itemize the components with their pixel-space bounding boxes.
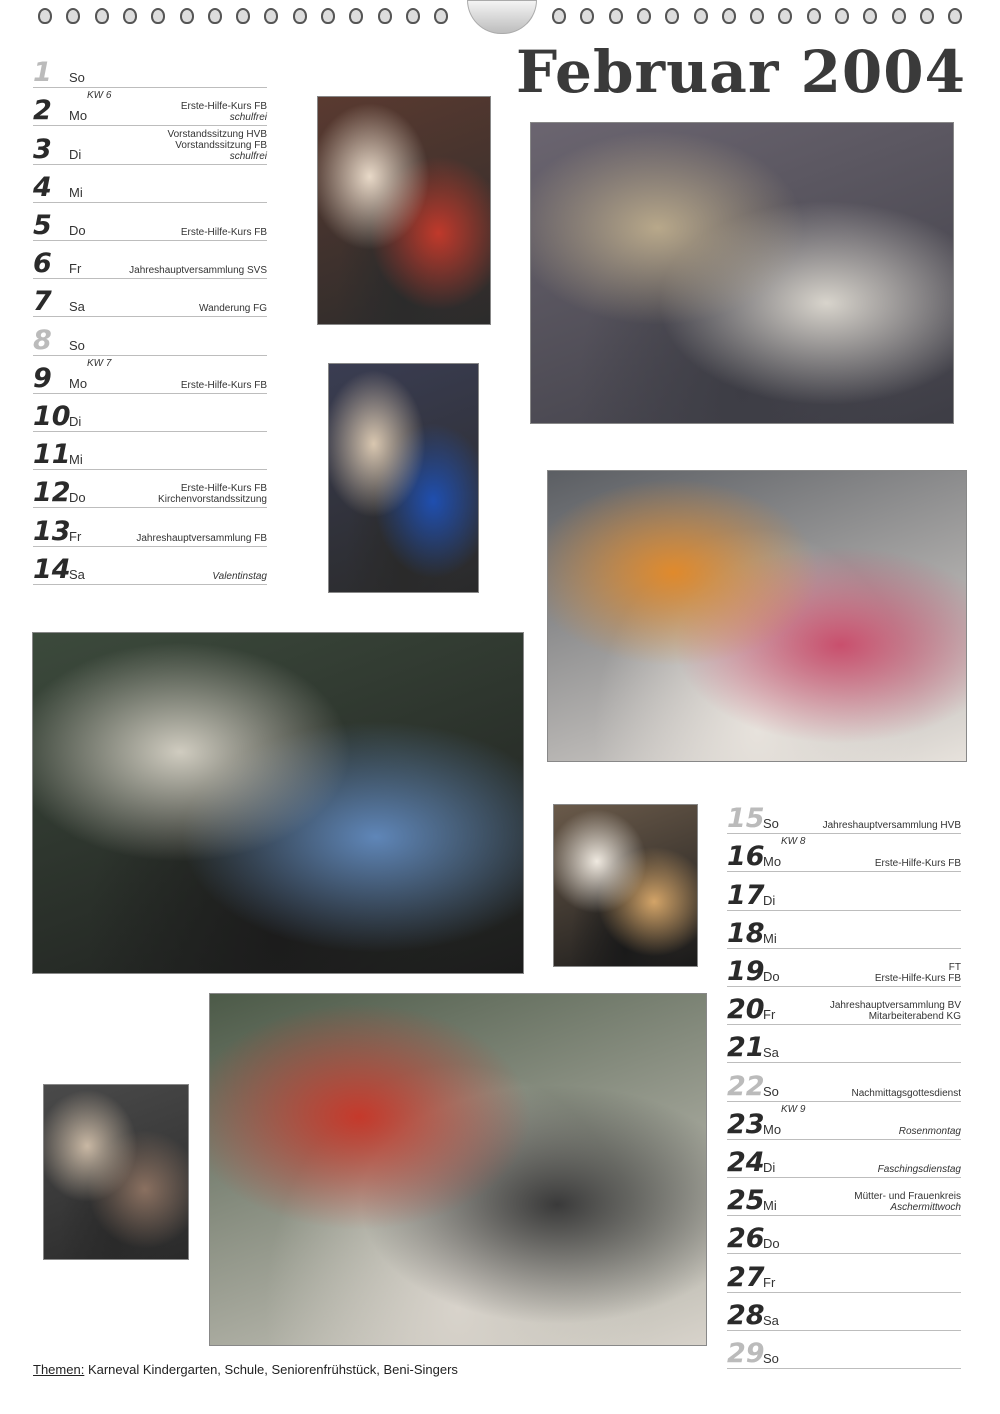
event-text: Erste-Hilfe-Kurs FB (874, 972, 961, 984)
day-row (33, 88, 267, 126)
day-number: 8 (33, 324, 52, 356)
day-number: 12 (33, 477, 71, 509)
weekday-label: Di (763, 892, 776, 908)
day-row (727, 872, 961, 910)
event-text: Erste-Hilfe-Kurs FB (180, 101, 267, 113)
days-column-right (727, 796, 961, 1374)
weekday-label: So (69, 70, 85, 86)
day-number: 7 (33, 286, 52, 318)
day-row (727, 1063, 961, 1101)
day-row (33, 394, 267, 432)
day-row (727, 1178, 961, 1216)
photo-seniors-breakfast-table (530, 122, 954, 424)
day-row (33, 356, 267, 394)
day-number: 14 (33, 553, 71, 585)
calendar-week-label: KW 9 (781, 1103, 806, 1115)
page-title: Februar 2004 (516, 38, 966, 106)
day-events (875, 858, 961, 869)
binding-ring (406, 8, 420, 24)
weekday-label: Fr (763, 1274, 776, 1290)
day-number: 9 (33, 362, 52, 394)
day-number: 26 (727, 1223, 765, 1255)
day-row (727, 1293, 961, 1331)
day-number: 11 (33, 439, 71, 471)
event-text: Valentinstag (212, 570, 267, 582)
binding-ring (151, 8, 165, 24)
binding-ring (66, 8, 80, 24)
day-number: 28 (727, 1299, 765, 1331)
weekday-label: Di (69, 413, 82, 429)
weekday-label: Fr (763, 1007, 776, 1023)
day-number: 17 (727, 879, 765, 911)
event-text: Erste-Hilfe-Kurs FB (874, 858, 961, 870)
weekday-label: Sa (69, 299, 85, 315)
day-number: 22 (727, 1070, 765, 1102)
day-number: 18 (727, 917, 765, 949)
day-row (727, 987, 961, 1025)
day-number: 29 (727, 1337, 765, 1369)
photo-school-karneval-group (209, 993, 707, 1346)
day-number: 1 (33, 57, 52, 89)
event-text: Erste-Hilfe-Kurs FB (180, 483, 267, 495)
weekday-label: Di (69, 146, 82, 162)
day-row (33, 470, 267, 508)
weekday-label: Sa (69, 566, 85, 582)
event-text: Nachmittagsgottesdienst (851, 1087, 961, 1099)
binding-ring (552, 8, 566, 24)
binding-ring (665, 8, 679, 24)
day-number: 10 (33, 400, 71, 432)
day-row (727, 1254, 961, 1292)
day-number: 19 (727, 955, 765, 987)
binding-ring (208, 8, 222, 24)
weekday-label: Do (69, 222, 86, 238)
day-row (727, 1216, 961, 1254)
event-text: Mütter- und Frauenkreis (854, 1191, 961, 1203)
binding-ring (750, 8, 764, 24)
binding-ring (38, 8, 52, 24)
weekday-label: So (763, 816, 779, 832)
weekday-label: So (763, 1350, 779, 1366)
weekday-label: Mi (763, 930, 777, 946)
event-text: Wanderung FG (199, 303, 267, 315)
day-events (158, 483, 267, 505)
weekday-label: Mo (69, 375, 88, 391)
photo-woman-curly-wig (553, 804, 698, 967)
day-row (33, 317, 267, 355)
day-number: 5 (33, 209, 52, 241)
day-number: 13 (33, 515, 71, 547)
calendar-hanger (467, 0, 537, 34)
event-text: Kirchenvorstandssitzung (158, 494, 267, 506)
day-row (727, 911, 961, 949)
event-text: schulfrei (229, 150, 267, 162)
day-number: 15 (727, 803, 765, 835)
photo-kindergarten-costumes (547, 470, 967, 762)
themes-label: Themen: (33, 1362, 85, 1377)
binding-ring (863, 8, 877, 24)
event-text: Jahreshauptversammlung BV (829, 1000, 961, 1012)
day-row (33, 432, 267, 470)
day-row (727, 1102, 961, 1140)
weekday-label: So (69, 337, 85, 353)
binding-ring (264, 8, 278, 24)
binding-ring (892, 8, 906, 24)
weekday-label: Mo (763, 854, 782, 870)
event-text: FT (948, 961, 961, 973)
calendar-week-label: KW 8 (781, 836, 806, 848)
photo-singer-with-folder (328, 363, 479, 593)
event-text: Mitarbeiterabend KG (868, 1011, 961, 1023)
day-row (33, 126, 267, 164)
binding-ring (236, 8, 250, 24)
photo-seniors-costume-pair (317, 96, 491, 325)
day-row (33, 241, 267, 279)
event-text: schulfrei (229, 112, 267, 124)
weekday-label: Di (763, 1159, 776, 1175)
day-events (168, 129, 268, 162)
weekday-label: Sa (763, 1045, 779, 1061)
day-events (129, 265, 267, 276)
days-column-left (33, 50, 267, 590)
day-row (727, 796, 961, 834)
weekday-label: So (763, 1083, 779, 1099)
day-events (830, 1000, 961, 1022)
weekday-label: Do (763, 968, 780, 984)
calendar-week-label: KW 6 (87, 90, 112, 102)
calendar-week-label: KW 7 (87, 357, 112, 369)
photo-beni-singers-choir (32, 632, 524, 974)
weekday-label: Fr (69, 528, 82, 544)
day-number: 27 (727, 1261, 765, 1293)
binding-ring (580, 8, 594, 24)
day-number: 16 (727, 841, 765, 873)
weekday-label: Do (763, 1236, 780, 1252)
day-events (854, 1191, 961, 1213)
day-row (727, 949, 961, 987)
weekday-label: Mi (69, 184, 83, 200)
day-number: 2 (33, 95, 52, 127)
themes-text: Karneval Kindergarten, Schule, Seniorenfrühstück, Beni-Singers (87, 1362, 458, 1377)
binding-ring (321, 8, 335, 24)
event-text: Jahreshauptversammlung FB (136, 532, 267, 544)
binding-ring (920, 8, 934, 24)
binding-ring (948, 8, 962, 24)
binding-ring (378, 8, 392, 24)
day-row (33, 50, 267, 88)
day-events (875, 962, 961, 984)
binding-ring (835, 8, 849, 24)
day-events (181, 380, 267, 391)
day-events (878, 1164, 961, 1175)
day-number: 21 (727, 1032, 765, 1064)
binding-ring (778, 8, 792, 24)
binding-ring (180, 8, 194, 24)
weekday-label: Do (69, 490, 86, 506)
photo-man-with-glasses-cap (43, 1084, 189, 1260)
binding-ring (694, 8, 708, 24)
day-events (851, 1088, 961, 1099)
binding-ring (434, 8, 448, 24)
day-row (727, 1331, 961, 1369)
day-row (727, 834, 961, 872)
event-text: Aschermittwoch (890, 1202, 961, 1214)
day-number: 23 (727, 1108, 765, 1140)
day-events (899, 1126, 961, 1137)
event-text: Jahreshauptversammlung SVS (129, 265, 267, 277)
binding-ring (807, 8, 821, 24)
event-text: Vorstandssitzung HVB (167, 128, 267, 140)
event-text: Jahreshauptversammlung HVB (822, 820, 961, 832)
weekday-label: Mi (69, 452, 83, 468)
event-text: Faschingsdienstag (877, 1163, 961, 1175)
day-number: 4 (33, 171, 52, 203)
day-number: 24 (727, 1146, 765, 1178)
day-events (823, 820, 961, 831)
day-row (33, 279, 267, 317)
weekday-label: Mo (763, 1121, 782, 1137)
event-text: Erste-Hilfe-Kurs FB (180, 379, 267, 391)
binding-ring (609, 8, 623, 24)
binding-ring (95, 8, 109, 24)
weekday-label: Mo (69, 108, 88, 124)
day-events (199, 303, 267, 314)
day-row (727, 1025, 961, 1063)
themes-caption (33, 1362, 458, 1377)
binding-ring (293, 8, 307, 24)
day-events (136, 533, 267, 544)
weekday-label: Fr (69, 261, 82, 277)
event-text: Vorstandssitzung FB (175, 139, 267, 151)
day-number: 6 (33, 248, 52, 280)
day-row (33, 547, 267, 585)
binding-ring (637, 8, 651, 24)
day-row (33, 165, 267, 203)
weekday-label: Sa (763, 1312, 779, 1328)
day-events (212, 571, 267, 582)
binding-ring (123, 8, 137, 24)
day-number: 20 (727, 994, 765, 1026)
binding-ring (349, 8, 363, 24)
binding-ring (722, 8, 736, 24)
day-row (33, 203, 267, 241)
event-text: Erste-Hilfe-Kurs FB (180, 226, 267, 238)
event-text: Rosenmontag (898, 1125, 961, 1137)
day-number: 25 (727, 1185, 765, 1217)
day-events (181, 101, 267, 123)
day-number: 3 (33, 133, 52, 165)
weekday-label: Mi (763, 1198, 777, 1214)
day-events (181, 227, 267, 238)
day-row (33, 508, 267, 546)
day-row (727, 1140, 961, 1178)
